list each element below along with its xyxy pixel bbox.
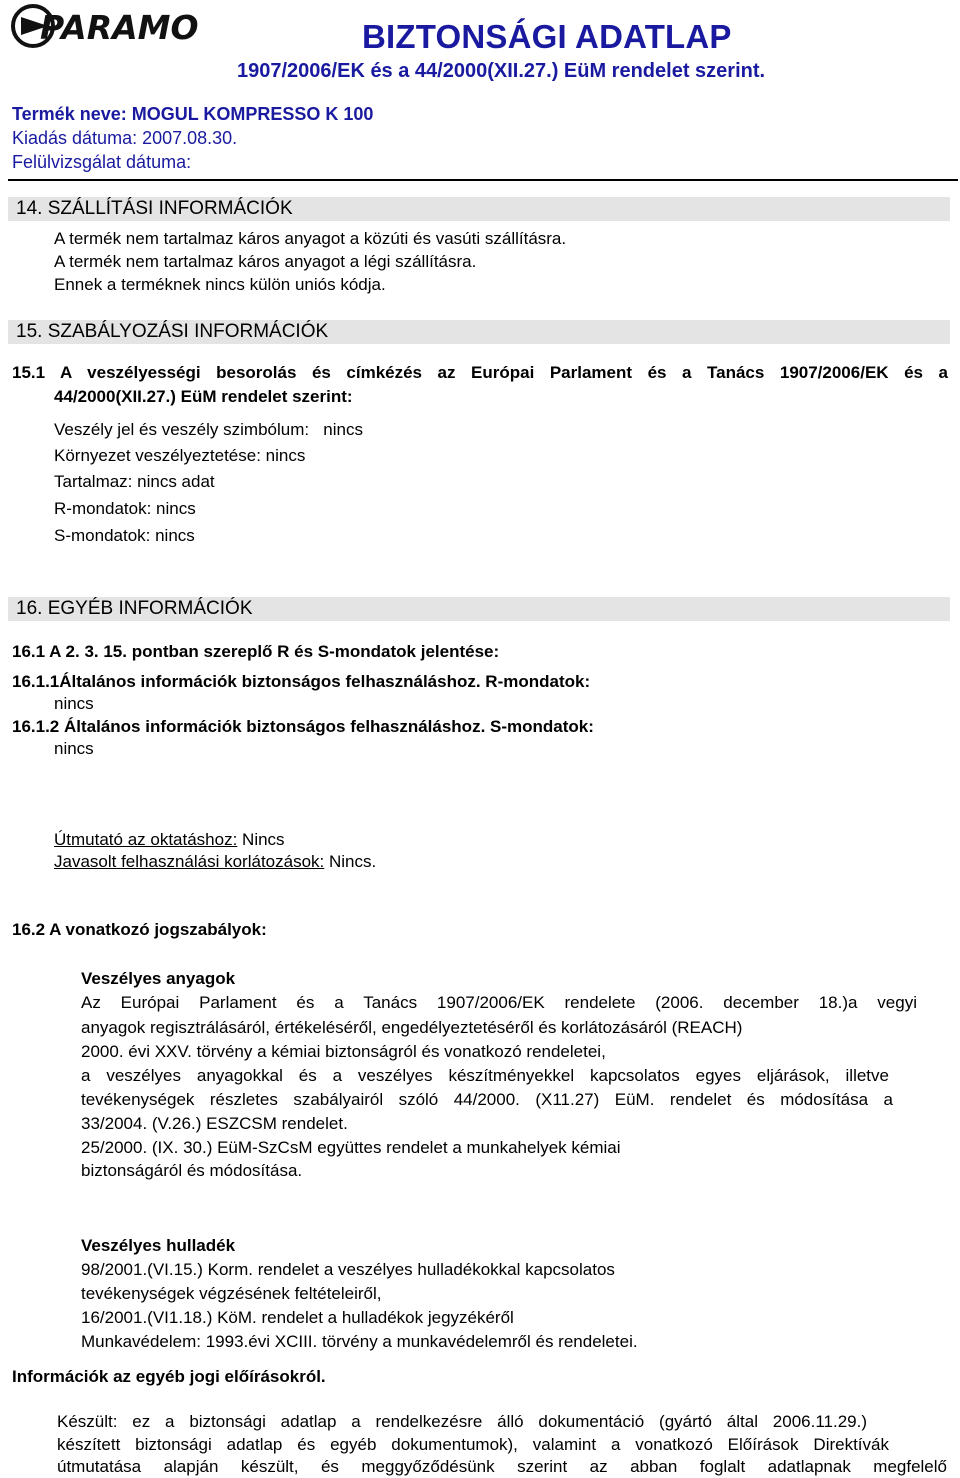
s15-item-4: R-mondatok: nincs bbox=[54, 499, 196, 518]
s16-1-1-value: nincs bbox=[54, 694, 94, 713]
s15-item-5: S-mondatok: nincs bbox=[54, 526, 195, 545]
usage-restrictions-value: Nincs. bbox=[324, 852, 377, 871]
section-15-band bbox=[8, 320, 950, 344]
s16-1-1-heading: 16.1.1Általános információk biztonságos felhasználáshoz. R-mondatok: bbox=[12, 672, 591, 691]
document-title: BIZTONSÁGI ADATLAP bbox=[362, 18, 732, 55]
waste-line-2: tevékenységek végzésének feltételeiről, bbox=[81, 1284, 382, 1303]
s15-item-2: Környezet veszélyeztetése: nincs bbox=[54, 446, 306, 465]
s16-1-heading: 16.1 A 2. 3. 15. pontban szereplő R és S-mondatok jelentése: bbox=[12, 642, 500, 661]
footer-line-1: Készült: ez a biztonsági adatlap a rendelkezésre álló dokumentáció (gyártó által 2006.11.29.) bbox=[57, 1412, 867, 1431]
brand-wordmark: PARAMO bbox=[40, 8, 199, 47]
waste-line-3: 16/2001.(VI1.18.) KöM. rendelet a hulladékok jegyzékéről bbox=[81, 1308, 514, 1327]
s16-2-heading: 16.2 A vonatkozó jogszabályok: bbox=[12, 920, 267, 939]
hazardous-line-6: 33/2004. (V.26.) ESZCSM rendelet. bbox=[81, 1114, 348, 1133]
product-name: Termék neve: MOGUL KOMPRESSO K 100 bbox=[12, 104, 374, 124]
s15-1-line-1: 15.1 A veszélyességi besorolás és címkézés az Európai Parlament és a Tanács 1907/2006/EK és a bbox=[12, 363, 948, 382]
training-guide-label: Útmutató az oktatáshoz: bbox=[54, 830, 238, 849]
training-guide bbox=[54, 830, 285, 850]
s16-1-2-heading: 16.1.2 Általános információk biztonságos felhasználáshoz. S-mondatok: bbox=[12, 717, 594, 736]
s15-1-line-2: 44/2000(XII.27.) EüM rendelet szerint: bbox=[54, 387, 353, 406]
s14-line-2: A termék nem tartalmaz káros anyagot a légi szállításra. bbox=[54, 252, 477, 271]
section-14-heading: 14. SZÁLLÍTÁSI INFORMÁCIÓK bbox=[16, 198, 293, 219]
usage-restrictions bbox=[54, 852, 376, 872]
section-16-band bbox=[8, 597, 950, 621]
header-divider bbox=[8, 179, 958, 181]
footer-line-3: útmutatása alapján készült, és meggyőződésünk szerint az abban foglalt adatlapnak megfelelő bbox=[57, 1457, 947, 1476]
hazardous-waste-heading: Veszélyes hulladék bbox=[81, 1236, 236, 1255]
hazardous-substances-heading: Veszélyes anyagok bbox=[81, 969, 236, 988]
section-16-heading: 16. EGYÉB INFORMÁCIÓK bbox=[16, 598, 253, 619]
hazardous-line-1: Az Európai Parlament és a Tanács 1907/2006/EK rendelete (2006. december 18.)a vegyi bbox=[81, 993, 917, 1012]
hazardous-line-7: 25/2000. (IX. 30.) EüM-SzCsM együttes rendelet a munkahelyek kémiai bbox=[81, 1138, 621, 1157]
waste-line-1: 98/2001.(VI.15.) Korm. rendelet a veszélyes hulladékokkal kapcsolatos bbox=[81, 1260, 615, 1279]
paramo-logo bbox=[10, 3, 202, 49]
s15-item-3: Tartalmaz: nincs adat bbox=[54, 472, 215, 491]
waste-line-4: Munkavédelem: 1993.évi XCIII. törvény a munkavédelemről és rendeletei. bbox=[81, 1332, 638, 1351]
section-15-heading: 15. SZABÁLYOZÁSI INFORMÁCIÓK bbox=[16, 321, 329, 342]
footer-line-2: készített biztonsági adatlap és egyéb dokumentumok), valamint a vonatkozó Előírások Direktívák bbox=[57, 1435, 889, 1454]
hazardous-line-4: a veszélyes anyagokkal és a veszélyes készítményekkel kapcsolatos egyes eljárások, illetve bbox=[81, 1066, 889, 1085]
usage-restrictions-label: Javasolt felhasználási korlátozások: bbox=[54, 852, 325, 871]
revision-date: Felülvizsgálat dátuma: bbox=[12, 152, 192, 172]
s14-line-3: Ennek a terméknek nincs külön uniós kódja. bbox=[54, 275, 386, 294]
hazardous-line-5: tevékenységek részletes szabályairól szóló 44/2000. (X11.27) EüM. rendelet és módosítása a bbox=[81, 1090, 893, 1109]
s16-1-2-value: nincs bbox=[54, 739, 94, 758]
training-guide-value: Nincs bbox=[237, 830, 285, 849]
issue-date: Kiadás dátuma: 2007.08.30. bbox=[12, 128, 238, 148]
other-legal-heading: Információk az egyéb jogi előírásokról. bbox=[12, 1367, 326, 1386]
hazardous-line-3: 2000. évi XXV. törvény a kémiai biztonságról és vonatkozó rendeletei, bbox=[81, 1042, 606, 1061]
hazardous-line-8: biztonságáról és módosítása. bbox=[81, 1161, 303, 1180]
s14-line-1: A termék nem tartalmaz káros anyagot a közúti és vasúti szállításra. bbox=[54, 229, 567, 248]
section-14-band bbox=[8, 197, 950, 221]
document-subtitle: 1907/2006/EK és a 44/2000(XII.27.) EüM rendelet szerint. bbox=[237, 60, 766, 82]
s15-item-1: Veszély jel és veszély szimbólum: nincs bbox=[54, 420, 363, 439]
hazardous-line-2: anyagok regisztrálásáról, értékeléséről, engedélyeztetéséről és korlátozásáról (REACH) bbox=[81, 1018, 743, 1037]
